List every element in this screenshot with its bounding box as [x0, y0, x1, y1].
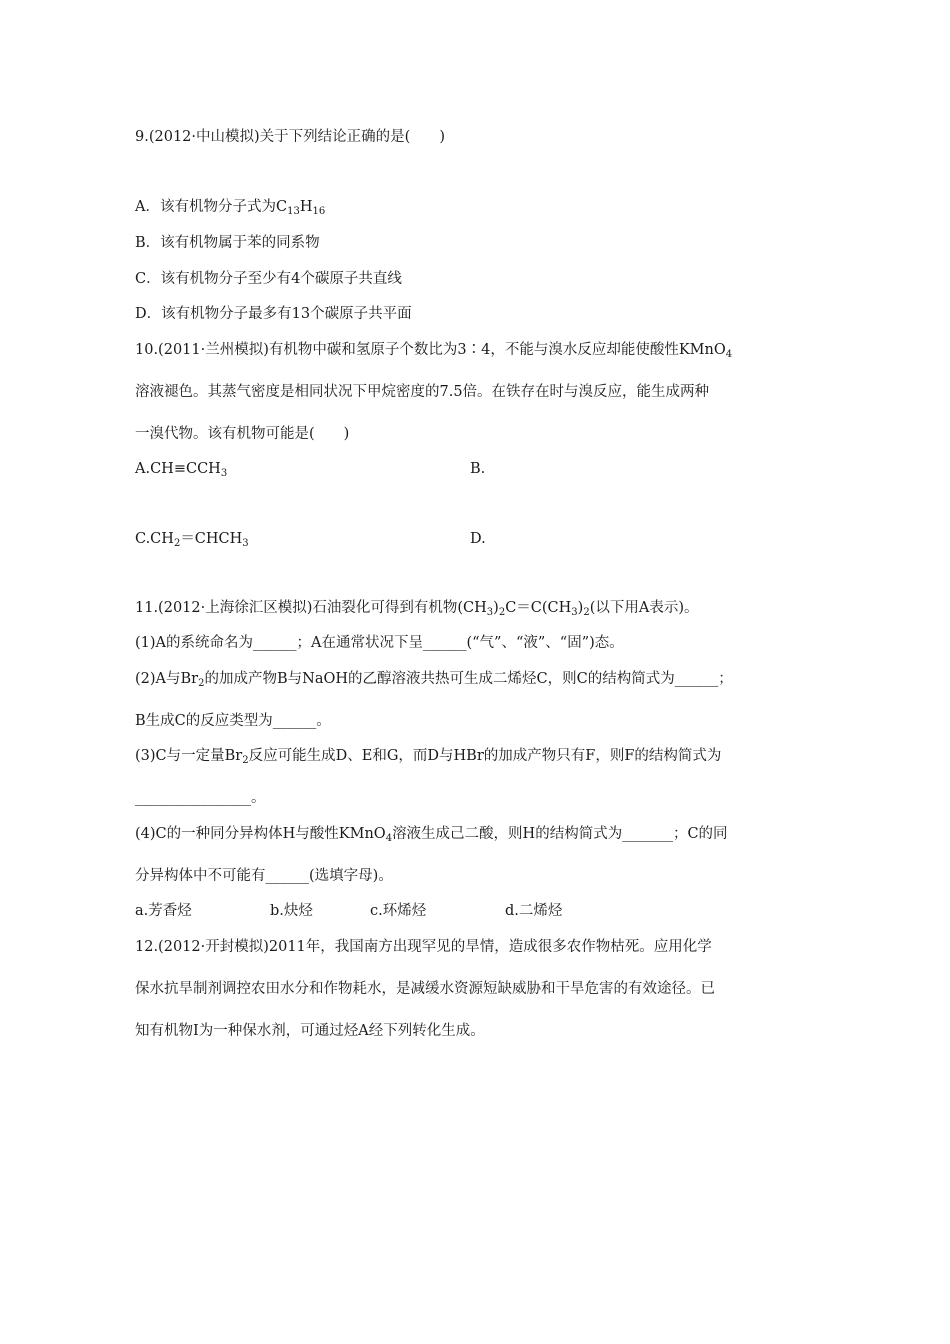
choice-d: d.二烯烃 [505, 903, 563, 919]
q10-option-c: $C.CH_2=CHCH_3$ [135, 531, 249, 549]
q9-option-a: A．该有机物分子式为$C_{13}H_{16}$ [135, 199, 326, 217]
q11-stem: 11.(2012·上海徐汇区模拟)石油裂化可得到有机物$(CH_3)_2C=C(CH_3)_2$(以下用A表示)。 [135, 600, 699, 618]
q10-stem-line1: 10.(2011·兰州模拟)有机物中碳和氢原子个数比为3∶4，不能与溴水反应却能使酸性KMnO$_4$ [135, 342, 733, 360]
q11-part2-line2: B生成C的反应类型为______。 [135, 713, 331, 729]
q11-part3-line2: ________________。 [135, 790, 266, 806]
q12-stem-line1: 12.(2012·开封模拟)2011年，我国南方出现罕见的旱情，造成很多农作物枯死。应用化学 [135, 939, 712, 955]
q12-stem-line3: 知有机物I为一种保水剂，可通过烃A经下列转化生成。 [135, 1023, 485, 1039]
q11-part2-line1: (2)A与$Br_2$的加成产物B与NaOH的乙醇溶液共热可生成二烯烃C，则C的结构简式为______； [135, 671, 733, 689]
q11-part1: (1)A的系统命名为______；A在通常状况下呈______(“气”、“液”、“固”)态。 [135, 635, 624, 651]
q11-part4-line2: 分异构体中不可能有______(选填字母)。 [135, 868, 393, 884]
q9-option-b: B．该有机物属于苯的同系物 [135, 235, 320, 251]
q11-part3-line1: (3)C与一定量$Br_2$反应可能生成D、E和G，而D与HBr的加成产物只有F，则F的结构简式为 [135, 748, 722, 766]
q10-stem-line2: 溶液褪色。其蒸气密度是相同状况下甲烷密度的7.5倍。在铁存在时与溴反应，能生成两种 [135, 384, 710, 400]
q10-option-b: B. [470, 461, 486, 477]
q12-stem-line2: 保水抗旱制剂调控农田水分和作物耗水，是减缓水资源短缺威胁和干旱危害的有效途径。已 [135, 981, 715, 997]
q9-option-c: C．该有机物分子至少有4个碳原子共直线 [135, 271, 402, 287]
choice-a: a.芳香烃 [135, 903, 192, 919]
q9-stem: 9.(2012·中山模拟)关于下列结论正确的是( ) [135, 129, 445, 145]
q11-choices [135, 901, 562, 921]
q10-option-a: $A.CH\equiv CCH_3$ [135, 461, 228, 479]
choice-c: c.环烯烃 [370, 903, 427, 919]
q10-stem-line3: 一溴代物。该有机物可能是( ) [135, 426, 350, 442]
q11-part4-line1: (4)C的一种同分异构体H与酸性KMnO$_4$溶液生成己二酸，则H的结构简式为_______；C的同 [135, 826, 728, 844]
q9-option-d: D．该有机物分子最多有13个碳原子共平面 [135, 306, 412, 322]
q10-option-d: D. [470, 531, 486, 547]
choice-b: b.炔烃 [270, 903, 313, 919]
